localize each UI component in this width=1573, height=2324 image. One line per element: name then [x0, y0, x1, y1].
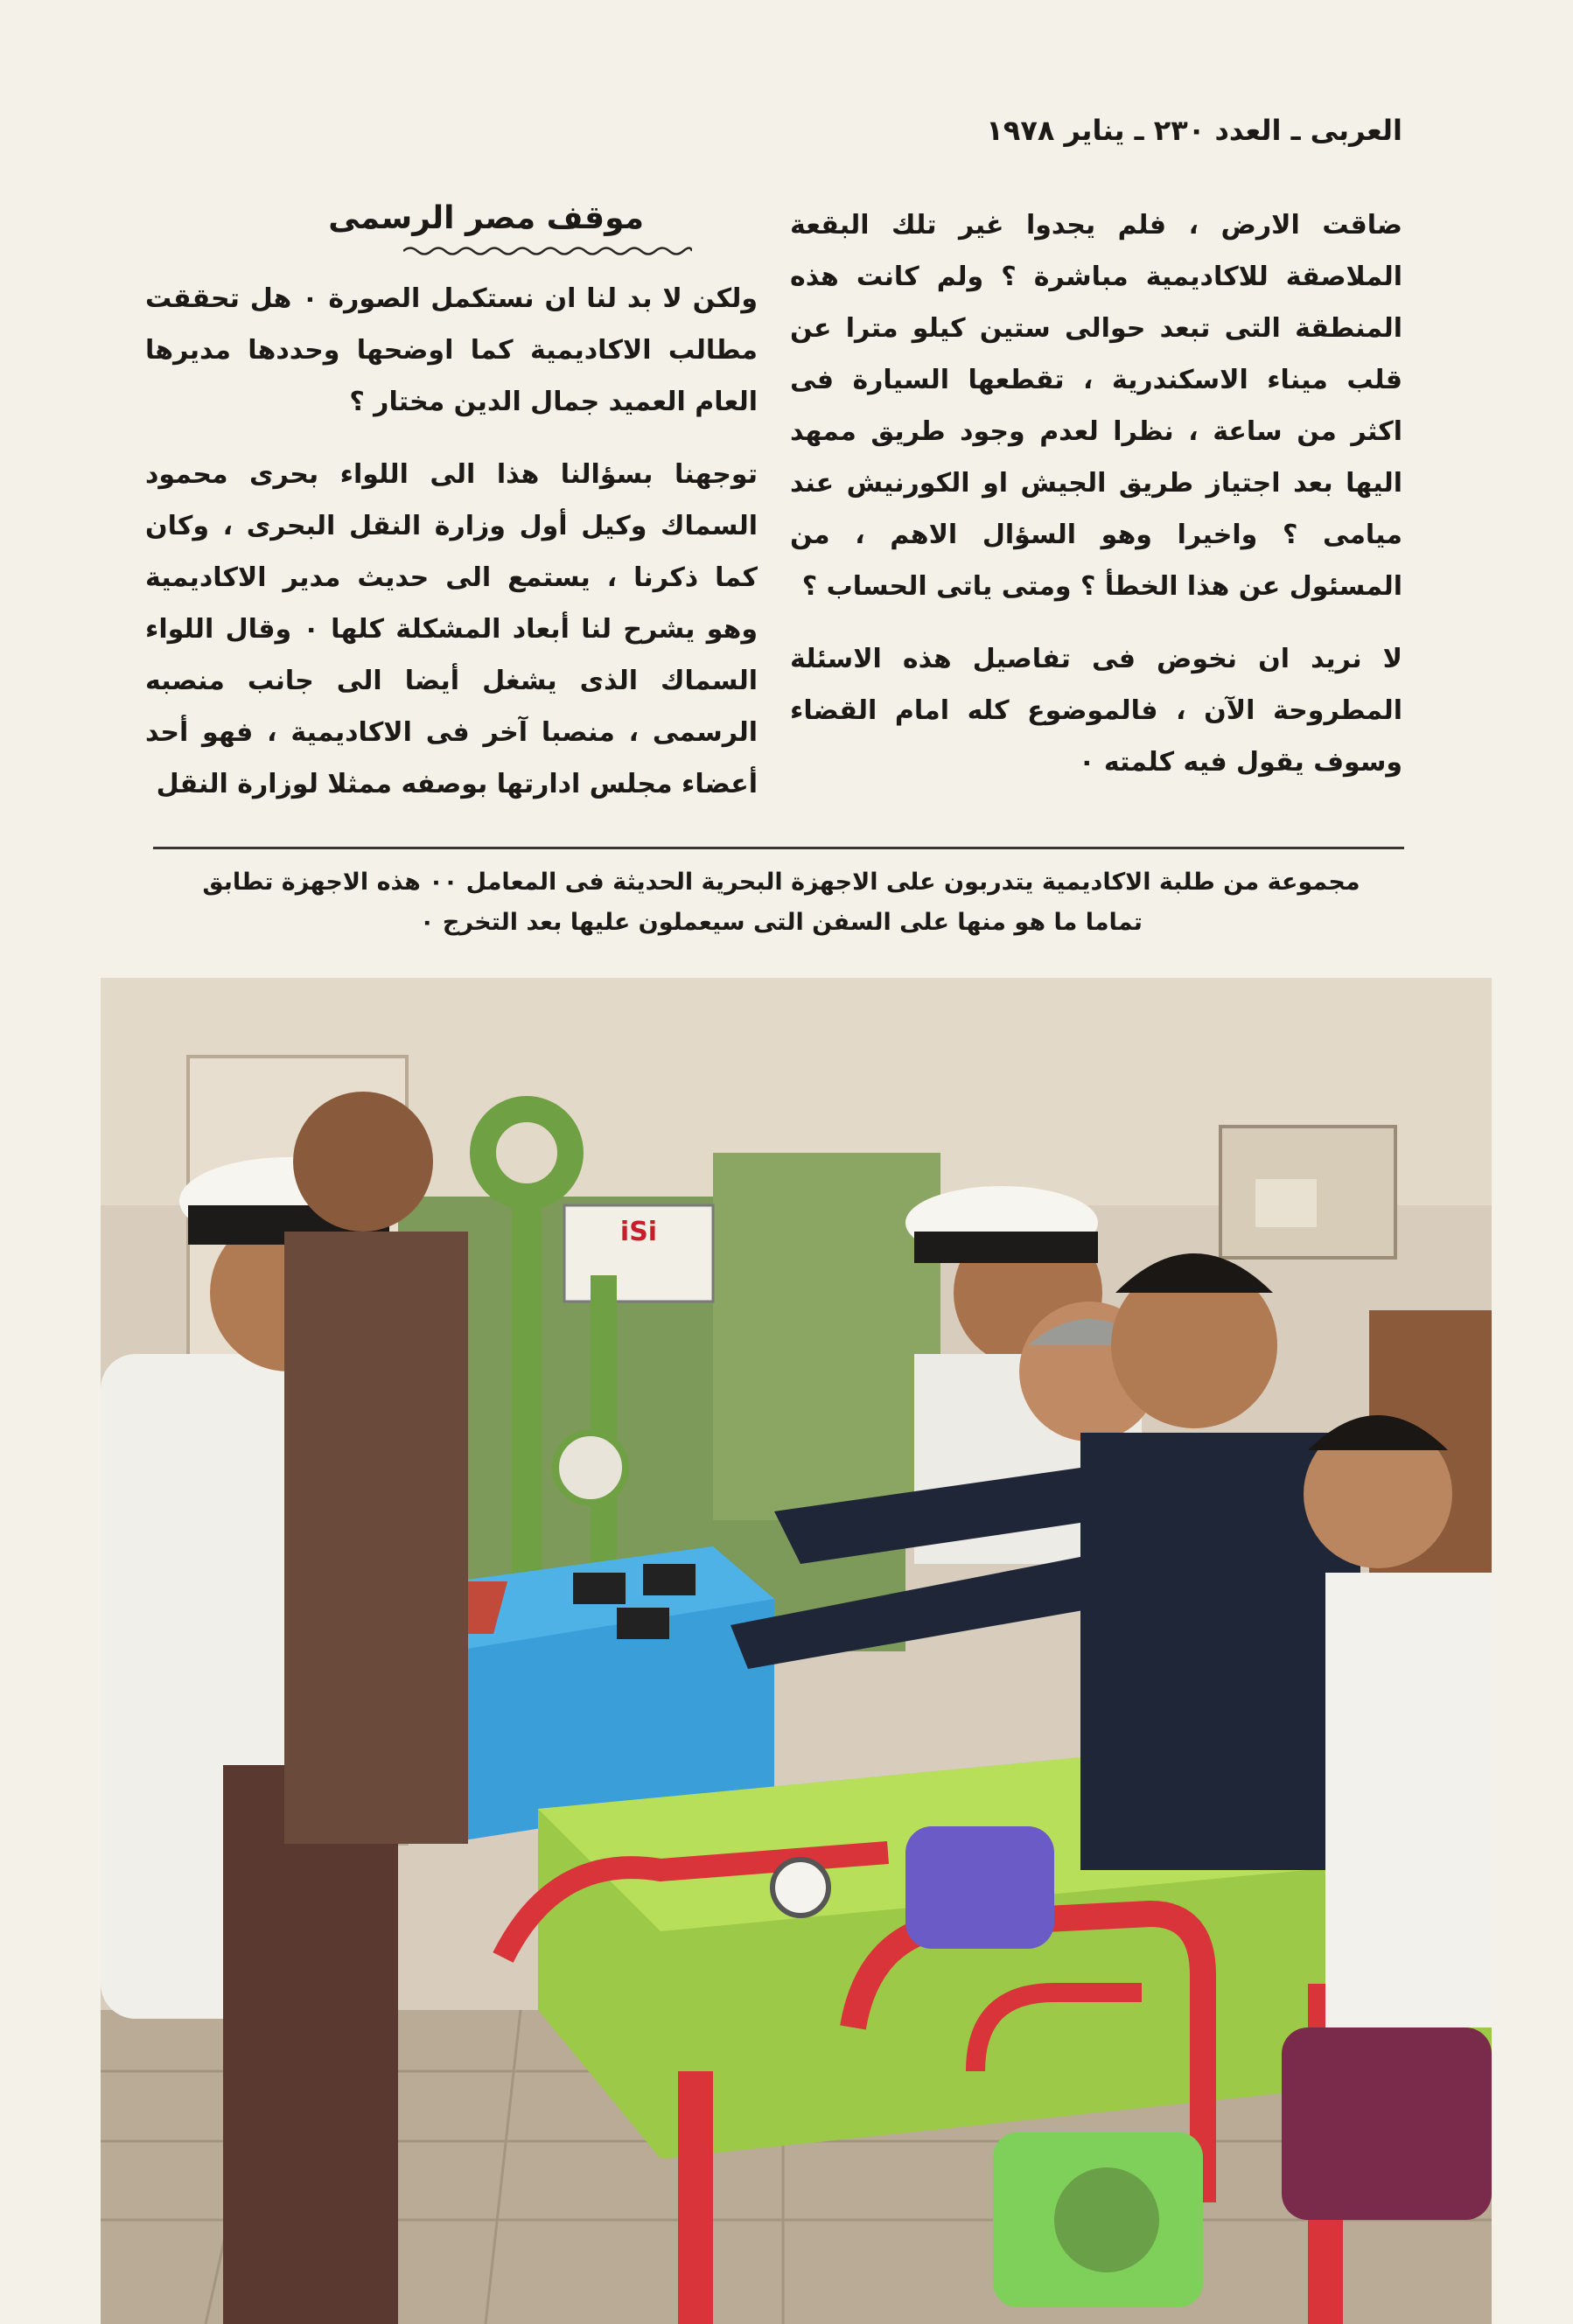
- paragraph: ولكن لا بد لنا ان نستكمل الصورة ٠ هل تحققت مطالب الاكاديمية كما اوضحها وحددها مديرها العام العميد جمال الدين مختار ؟: [145, 283, 758, 417]
- horizontal-rule: [153, 847, 1404, 849]
- right-text-column: [790, 199, 1402, 809]
- panel-logo: iSi: [619, 1217, 658, 1247]
- paragraph: توجهنا بسؤالنا هذا الى اللواء بحرى محمود السماك وكيل أول وزارة النقل البحرى ، وكان كما ذكرنا ، يستمع الى حديث مدير الاكاديمية وهو يشرح لنا أبعاد المشكلة كلها ٠ وقال اللواء السماك الذى يشغل أيضا الى جانب منصبه الرسمى ، منصبا آخر فى الاكاديمية ، فهو أحد أعضاء مجلس ادارتها بوصفه ممثلا لوزارة النقل: [145, 459, 759, 799]
- lab-photo-illustration: [101, 978, 1492, 2324]
- photo-caption: [160, 862, 1402, 943]
- paragraph: ضاقت الارض ، فلم يجدوا غير تلك البقعة الملاصقة للاكاديمية مباشرة ؟ ولم كانت هذه المنطقة التى تبعد حوالى ستين كيلو مترا عن قلب ميناء الاسكندرية ، تقطعها السيارة فى اكثر من ساعة ، نظرا لعدم وجود طريق ممهد اليها بعد اجتياز طريق الجيش او الكورنيش عند ميامى ؟ واخيرا وهو السؤال الاهم ، من المسئول عن هذا الخطأ ؟ ومتى ياتى الحساب ؟: [790, 210, 1402, 602]
- running-header: العربى ـ العدد ٢٣٠ ـ يناير ١٩٧٨: [986, 114, 1402, 147]
- section-title: موقف مصر الرسمى: [328, 200, 644, 236]
- paragraph: لا نريد ان نخوض فى تفاصيل هذه الاسئلة المطروحة الآن ، فالموضوع كله امام القضاء وسوف يقول فيه كلمته ٠: [790, 644, 1402, 778]
- lab-photo: [101, 978, 1492, 2324]
- wavy-underline: [403, 245, 692, 257]
- left-text-column: [145, 194, 758, 831]
- caption-line: تماما ما هو منها على السفن التى سيعملون عليها بعد التخرج ٠: [420, 909, 1143, 936]
- caption-line: مجموعة من طلبة الاكاديمية يتدربون على الاجهزة البحرية الحديثة فى المعامل ٠٠ هذه الاجهزة تطابق: [202, 869, 1360, 896]
